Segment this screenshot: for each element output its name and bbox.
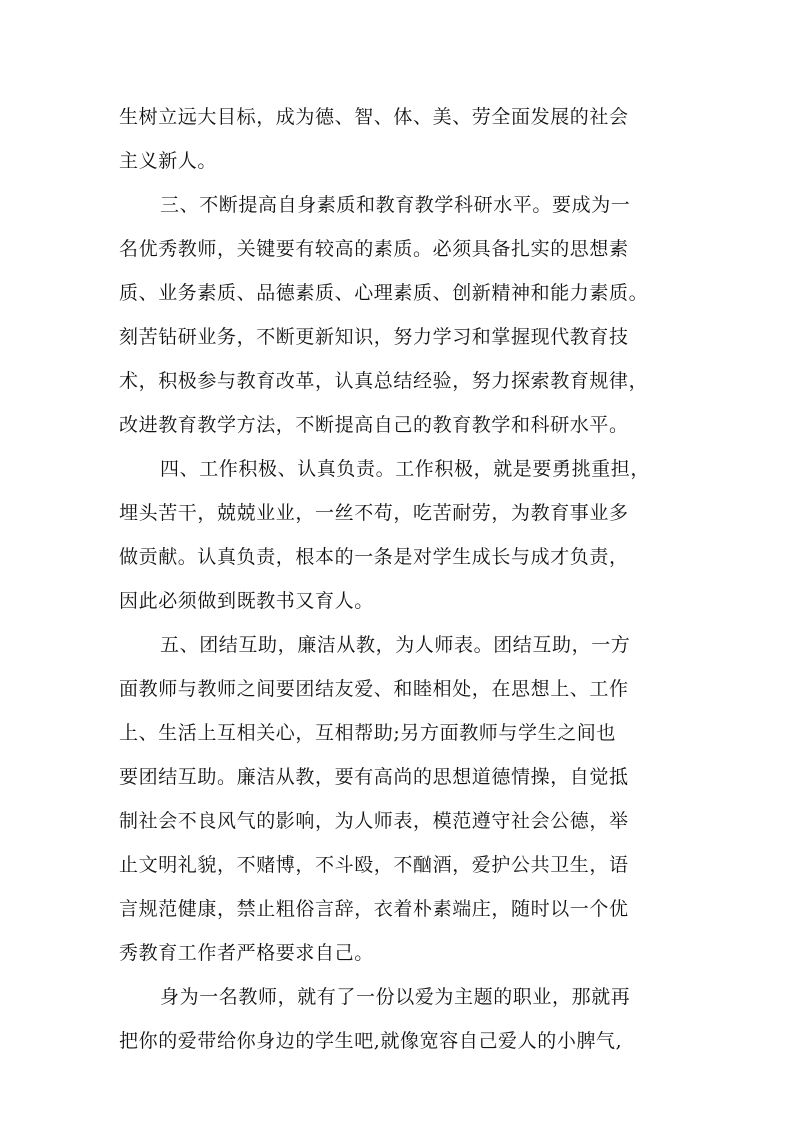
text-line: 生树立远大目标，成为德、智、体、美、劳全面发展的社会 [119,106,629,128]
text-line: 主义新人。 [119,150,218,172]
text-line: 改进教育教学方法，不断提高自己的教育教学和科研水平。 [119,414,629,436]
text-line: 面教师与教师之间要团结友爱、和睦相处，在思想上、工作 [119,678,629,700]
text-line: 把你的爱带给你身边的学生吧,就像宽容自己爱人的小脾气, [119,1030,623,1052]
text-line: 埋头苦干，兢兢业业，一丝不苟，吃苦耐劳，为教育事业多 [119,502,629,524]
text-line: 言规范健康，禁止粗俗言辞，衣着朴素端庄，随时以一个优 [119,898,629,920]
text-line: 名优秀教师，关键要有较高的素质。必须具备扎实的思想素 [119,238,629,260]
paragraph-start-line: 五、团结互助，廉洁从教，为人师表。团结互助，一方 [160,634,631,656]
text-line: 要团结互助。廉洁从教，要有高尚的思想道德情操，自觉抵 [119,766,629,788]
text-line: 制社会不良风气的影响，为人师表，模范遵守社会公德，举 [119,810,629,832]
text-line: 做贡献。认真负责，根本的一条是对学生成长与成才负责， [119,546,629,568]
paragraph-start-line: 三、不断提高自身素质和教育教学科研水平。要成为一 [160,194,631,216]
text-line: 上、生活上互相关心，互相帮助;另方面教师与学生之间也 [119,722,617,744]
text-line: 质、业务素质、品德素质、心理素质、创新精神和能力素质。 [119,282,649,304]
text-line: 秀教育工作者严格要求自己。 [119,942,374,964]
paragraph-start-line: 四、工作积极、认真负责。工作积极，就是要勇挑重担， [160,458,651,480]
text-line: 刻苦钻研业务，不断更新知识，努力学习和掌握现代教育技 [119,326,629,348]
paragraph-start-line: 身为一名教师，就有了一份以爱为主题的职业，那就再 [160,986,631,1008]
text-line: 止文明礼貌，不赌博，不斗殴，不酗酒，爱护公共卫生，语 [119,854,629,876]
text-line: 因此必须做到既教书又育人。 [119,590,374,612]
text-line: 术，积极参与教育改革，认真总结经验，努力探索教育规律， [119,370,649,392]
